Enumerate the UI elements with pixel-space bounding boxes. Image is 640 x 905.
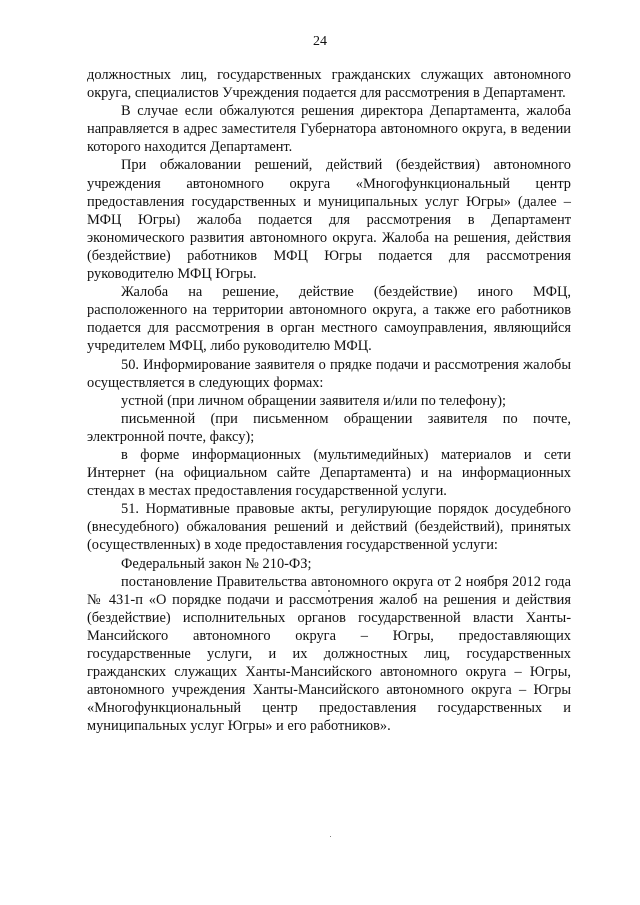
paragraph-government-resolution: постановление Правительства автономного округа от 2 ноября 2012 года № 431-п «О порядке подачи и рассмотрения жалоб на решения и действия (бездействие) исполнительных органов государственной власти Ханты-Мансийского автономного округа – Югры, предоставляющих государственные услуги, и их должностных лиц, государственных гражданских служащих Ханты-Мансийского автономного округа – Югры, автономного учреждения Ханты-Мансийского автономного округа – Югры «Многофункциональный центр предоставления государственных и муниципальных услуг Югры» и его работников». (87, 573, 571, 735)
paragraph-written-form: письменной (при письменном обращении заявителя по почте, электронной почте, факсу); (87, 410, 571, 445)
document-body (87, 66, 571, 735)
paragraph-mfc-yugra-complaint: При обжаловании решений, действий (бездействия) автономного учреждения автономного округа «Многофункциональный центр предоставления государственных и муниципальных услуг Югры» (далее – МФЦ Югры) жалоба подается для рассмотрения в Департамент экономического развития автономного округа. Жалоба на решения, действия (бездействие) работников МФЦ Югры подается для рассмотрения руководителю МФЦ Югры. (87, 157, 571, 283)
paragraph-continuation: должностных лиц, государственных гражданских служащих автономного округа, специалистов Учреждения подается для рассмотрения в Департамент. (87, 67, 571, 102)
paragraph-federal-law: Федеральный закон № 210-ФЗ; (121, 555, 312, 572)
paragraph-multimedia-form: в форме информационных (мультимедийных) материалов и сети Интернет (на официальном сайте Департамента) и на информационных стендах в местах предоставления государственной услуги. (87, 446, 571, 500)
paragraph-clause-51: 51. Нормативные правовые акты, регулирующие порядок досудебного (внесудебного) обжалования решений и действий (бездействий), принятых (осуществленных) в ходе предоставления государственной услуги: (87, 501, 571, 554)
paragraph-clause-50: 50. Информирование заявителя о прядке подачи и рассмотрения жалобы осуществляется в следующих формах: (87, 356, 571, 391)
scan-speck (328, 590, 330, 592)
paragraph-other-mfc-complaint: Жалоба на решение, действие (бездействие) иного МФЦ, расположенного на территории автономного округа, а также его работников подается для рассмотрения в орган местного самоуправления, являющийся учредителем МФЦ, либо руководителю МФЦ. (87, 284, 571, 355)
page-number: 24 (313, 34, 327, 49)
scan-speck (330, 836, 331, 837)
paragraph-oral-form: устной (при личном обращении заявителя и/или по телефону); (121, 392, 507, 409)
paragraph-director-complaint: В случае если обжалуются решения директора Департамента, жалоба направляется в адрес заместителя Губернатора автономного округа, в ведении которого находится Департамент. (87, 103, 571, 156)
